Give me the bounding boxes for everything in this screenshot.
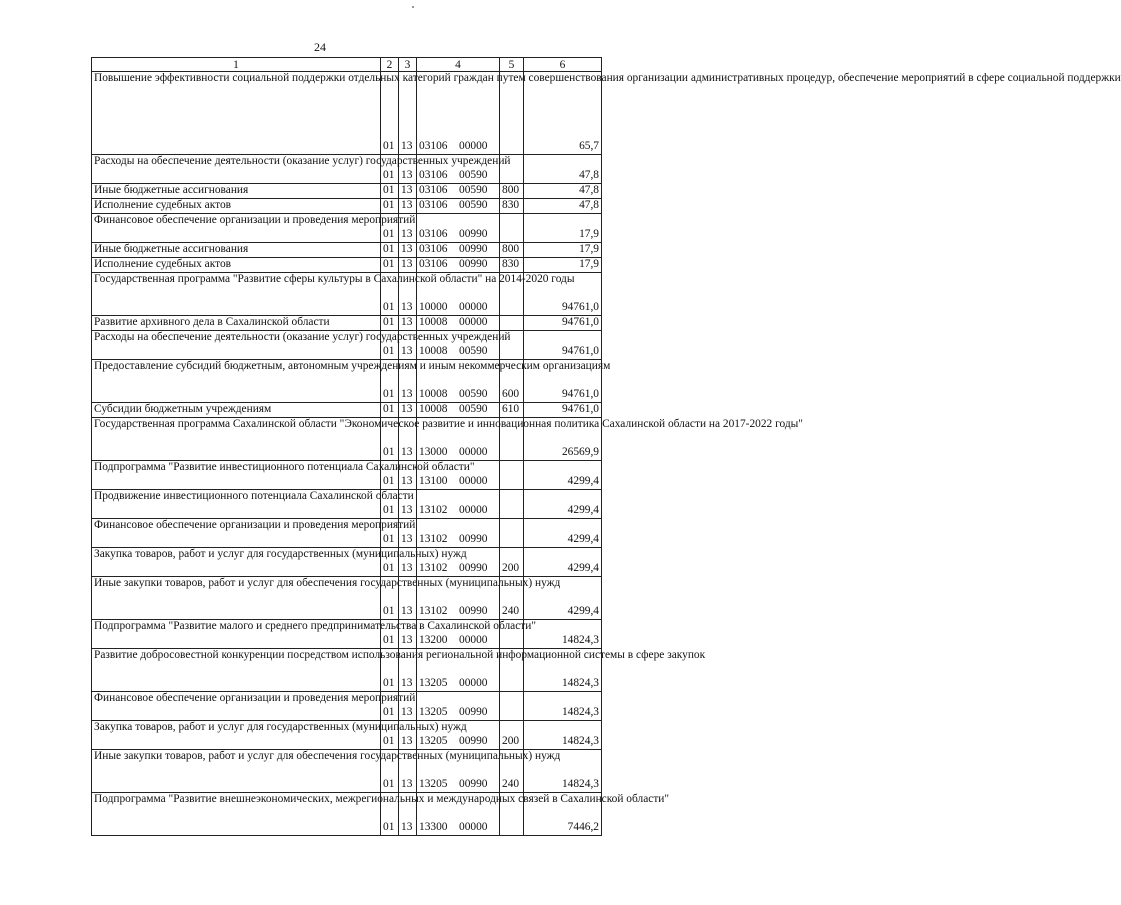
row-section-code: 01	[381, 155, 399, 184]
row-direction-code: 00590	[459, 199, 488, 212]
row-name: Расходы на обеспечение деятельности (оказание услуг) государственных учреждений	[92, 331, 381, 360]
row-target-article	[417, 214, 500, 243]
row-expense-type	[500, 490, 524, 519]
row-expense-type: 240	[500, 577, 524, 620]
row-target-article	[417, 316, 500, 331]
row-subsection-code: 13	[399, 577, 417, 620]
table-body	[92, 72, 1121, 836]
row-program-code: 03106	[419, 184, 448, 197]
row-target-article	[417, 199, 500, 214]
row-expense-type	[500, 316, 524, 331]
row-program-code: 13102	[419, 605, 448, 618]
table-row	[92, 519, 602, 548]
row-name: Расходы на обеспечение деятельности (оказание услуг) государственных учреждений	[92, 155, 381, 184]
table-row	[92, 692, 602, 721]
row-subsection-code: 13	[399, 793, 417, 836]
row-name: Закупка товаров, работ и услуг для государственных (муниципальных) нужд	[92, 721, 381, 750]
row-subsection-code: 13	[399, 316, 417, 331]
row-subsection-code: 13	[399, 490, 417, 519]
header-col-6: 6	[524, 58, 602, 72]
row-section-code: 01	[381, 548, 399, 577]
row-name: Финансовое обеспечение организации и проведения мероприятий	[92, 214, 381, 243]
row-amount: 94761,0	[524, 273, 602, 316]
row-section-code: 01	[381, 403, 399, 418]
row-section-code: 01	[381, 519, 399, 548]
row-amount: 4299,4	[524, 461, 602, 490]
row-amount: 4299,4	[524, 548, 602, 577]
scan-speck	[412, 6, 414, 8]
table-row	[92, 316, 602, 331]
table-row	[92, 721, 602, 750]
row-name: Продвижение инвестиционного потенциала Сахалинской области	[92, 490, 381, 519]
row-amount: 14824,3	[524, 649, 602, 692]
row-amount: 94761,0	[524, 403, 602, 418]
row-expense-type: 800	[500, 243, 524, 258]
row-subsection-code: 13	[399, 620, 417, 649]
header-row	[92, 58, 602, 72]
row-section-code: 01	[381, 243, 399, 258]
row-program-code: 10008	[419, 388, 448, 401]
row-direction-code: 00990	[459, 228, 488, 241]
table-row	[92, 649, 602, 692]
row-amount: 94761,0	[524, 360, 602, 403]
row-name: Исполнение судебных актов	[92, 258, 381, 273]
row-target-article	[417, 490, 500, 519]
row-subsection-code: 13	[399, 750, 417, 793]
row-direction-code: 00590	[459, 345, 488, 358]
table-row	[92, 72, 602, 155]
row-subsection-code: 13	[399, 649, 417, 692]
row-amount: 65,7	[524, 72, 602, 155]
row-direction-code: 00990	[459, 605, 488, 618]
row-amount: 47,8	[524, 199, 602, 214]
row-expense-type	[500, 461, 524, 490]
row-target-article	[417, 403, 500, 418]
row-subsection-code: 13	[399, 692, 417, 721]
table-row	[92, 214, 602, 243]
row-direction-code: 00000	[459, 301, 488, 314]
row-section-code: 01	[381, 360, 399, 403]
row-amount: 4299,4	[524, 577, 602, 620]
row-name: Иные бюджетные ассигнования	[92, 243, 381, 258]
row-amount: 14824,3	[524, 721, 602, 750]
row-section-code: 01	[381, 692, 399, 721]
row-program-code: 13205	[419, 778, 448, 791]
row-name: Повышение эффективности социальной поддержки отдельных категорий граждан путем совершенствования организации административных процедур, обеспечение мероприятий в сфере социальной поддержки	[92, 72, 381, 155]
row-amount: 94761,0	[524, 316, 602, 331]
header-col-3: 3	[399, 58, 417, 72]
row-expense-type: 610	[500, 403, 524, 418]
table-row	[92, 620, 602, 649]
table-row	[92, 331, 602, 360]
row-name: Финансовое обеспечение организации и проведения мероприятий	[92, 692, 381, 721]
table-row	[92, 750, 602, 793]
row-program-code: 13200	[419, 634, 448, 647]
row-program-code: 13205	[419, 735, 448, 748]
row-name: Подпрограмма "Развитие инвестиционного потенциала Сахалинской области"	[92, 461, 381, 490]
row-name: Иные закупки товаров, работ и услуг для обеспечения государственных (муниципальных) нужд	[92, 577, 381, 620]
row-subsection-code: 13	[399, 403, 417, 418]
row-program-code: 13000	[419, 446, 448, 459]
row-program-code: 10008	[419, 403, 448, 416]
table-row	[92, 548, 602, 577]
row-section-code: 01	[381, 273, 399, 316]
row-expense-type	[500, 692, 524, 721]
row-amount: 14824,3	[524, 750, 602, 793]
row-target-article	[417, 243, 500, 258]
table-row	[92, 360, 602, 403]
budget-table	[91, 57, 1121, 836]
row-target-article	[417, 258, 500, 273]
row-direction-code: 00590	[459, 169, 488, 182]
row-subsection-code: 13	[399, 258, 417, 273]
row-direction-code: 00000	[459, 821, 488, 834]
row-amount: 4299,4	[524, 519, 602, 548]
row-expense-type: 830	[500, 258, 524, 273]
row-subsection-code: 13	[399, 243, 417, 258]
row-direction-code: 00000	[459, 504, 488, 517]
row-amount: 14824,3	[524, 692, 602, 721]
row-expense-type: 200	[500, 548, 524, 577]
table-row	[92, 577, 602, 620]
row-amount: 47,8	[524, 184, 602, 199]
row-name: Государственная программа "Развитие сферы культуры в Сахалинской области" на 2014-2020 годы	[92, 273, 381, 316]
row-target-article	[417, 519, 500, 548]
row-subsection-code: 13	[399, 184, 417, 199]
row-section-code: 01	[381, 793, 399, 836]
row-name: Развитие добросовестной конкуренции посредством использования региональной информационной системы в сфере закупок	[92, 649, 381, 692]
row-direction-code: 00000	[459, 634, 488, 647]
row-program-code: 13102	[419, 562, 448, 575]
row-name: Закупка товаров, работ и услуг для государственных (муниципальных) нужд	[92, 548, 381, 577]
row-name: Подпрограмма "Развитие малого и среднего предпринимательства в Сахалинской области"	[92, 620, 381, 649]
table-row	[92, 199, 602, 214]
header-col-5: 5	[500, 58, 524, 72]
row-program-code: 13100	[419, 475, 448, 488]
row-amount: 7446,2	[524, 793, 602, 836]
header-col-4: 4	[417, 58, 500, 72]
row-amount: 17,9	[524, 258, 602, 273]
row-section-code: 01	[381, 316, 399, 331]
row-program-code: 13205	[419, 677, 448, 690]
row-section-code: 01	[381, 461, 399, 490]
row-direction-code: 00000	[459, 316, 488, 329]
row-direction-code: 00590	[459, 388, 488, 401]
row-amount: 14824,3	[524, 620, 602, 649]
table-row	[92, 793, 602, 836]
row-program-code: 10008	[419, 345, 448, 358]
row-expense-type	[500, 214, 524, 243]
row-program-code: 13102	[419, 533, 448, 546]
row-program-code: 03106	[419, 169, 448, 182]
row-direction-code: 00990	[459, 258, 488, 271]
row-amount: 94761,0	[524, 331, 602, 360]
row-expense-type: 600	[500, 360, 524, 403]
table-row	[92, 243, 602, 258]
row-name: Иные закупки товаров, работ и услуг для обеспечения государственных (муниципальных) нужд	[92, 750, 381, 793]
header-col-2: 2	[381, 58, 399, 72]
row-subsection-code: 13	[399, 461, 417, 490]
row-expense-type: 200	[500, 721, 524, 750]
row-section-code: 01	[381, 649, 399, 692]
row-program-code: 13102	[419, 504, 448, 517]
table-row	[92, 184, 602, 199]
row-amount: 26569,9	[524, 418, 602, 461]
row-section-code: 01	[381, 184, 399, 199]
row-expense-type	[500, 519, 524, 548]
row-subsection-code: 13	[399, 273, 417, 316]
row-direction-code: 00000	[459, 446, 488, 459]
row-section-code: 01	[381, 620, 399, 649]
row-target-article	[417, 184, 500, 199]
table-row	[92, 403, 602, 418]
header-col-1: 1	[92, 58, 381, 72]
row-expense-type: 240	[500, 750, 524, 793]
table-row	[92, 461, 602, 490]
row-name: Предоставление субсидий бюджетным, автономным учреждениям и иным некоммерческим организациям	[92, 360, 381, 403]
row-name: Государственная программа Сахалинской области "Экономическое развитие и инновационная политика Сахалинской области на 2017-2022 годы"	[92, 418, 381, 461]
row-direction-code: 00990	[459, 562, 488, 575]
table-row	[92, 155, 602, 184]
row-direction-code: 00000	[459, 475, 488, 488]
row-direction-code: 00590	[459, 184, 488, 197]
row-subsection-code: 13	[399, 548, 417, 577]
row-amount: 47,8	[524, 155, 602, 184]
table-row	[92, 258, 602, 273]
row-expense-type: 830	[500, 199, 524, 214]
row-name: Исполнение судебных актов	[92, 199, 381, 214]
row-direction-code: 00990	[459, 243, 488, 256]
row-subsection-code: 13	[399, 418, 417, 461]
row-subsection-code: 13	[399, 155, 417, 184]
row-name: Развитие архивного дела в Сахалинской области	[92, 316, 381, 331]
row-section-code: 01	[381, 199, 399, 214]
row-subsection-code: 13	[399, 721, 417, 750]
row-subsection-code: 13	[399, 72, 417, 155]
row-direction-code: 00000	[459, 677, 488, 690]
row-section-code: 01	[381, 331, 399, 360]
row-program-code: 10000	[419, 301, 448, 314]
row-direction-code: 00990	[459, 533, 488, 546]
row-section-code: 01	[381, 721, 399, 750]
row-program-code: 13300	[419, 821, 448, 834]
row-direction-code: 00990	[459, 735, 488, 748]
row-subsection-code: 13	[399, 331, 417, 360]
row-name: Иные бюджетные ассигнования	[92, 184, 381, 199]
row-section-code: 01	[381, 72, 399, 155]
row-target-article	[417, 692, 500, 721]
row-direction-code: 00990	[459, 778, 488, 791]
row-name: Подпрограмма "Развитие внешнеэкономических, межрегиональных и международных связей в Сахалинской области"	[92, 793, 381, 836]
row-section-code: 01	[381, 214, 399, 243]
row-program-code: 13205	[419, 706, 448, 719]
row-program-code: 10008	[419, 316, 448, 329]
row-section-code: 01	[381, 577, 399, 620]
row-section-code: 01	[381, 750, 399, 793]
row-section-code: 01	[381, 258, 399, 273]
row-amount: 17,9	[524, 214, 602, 243]
row-name: Субсидии бюджетным учреждениям	[92, 403, 381, 418]
row-direction-code: 00000	[459, 140, 488, 153]
row-amount: 17,9	[524, 243, 602, 258]
row-subsection-code: 13	[399, 214, 417, 243]
row-section-code: 01	[381, 418, 399, 461]
row-program-code: 03106	[419, 258, 448, 271]
row-program-code: 03106	[419, 199, 448, 212]
table-row	[92, 418, 602, 461]
table-row	[92, 273, 602, 316]
page-number: 24	[314, 40, 326, 54]
row-subsection-code: 13	[399, 360, 417, 403]
row-direction-code: 00990	[459, 706, 488, 719]
row-program-code: 03106	[419, 140, 448, 153]
row-direction-code: 00590	[459, 403, 488, 416]
row-expense-type: 800	[500, 184, 524, 199]
row-section-code: 01	[381, 490, 399, 519]
table-header	[92, 58, 602, 72]
row-program-code: 03106	[419, 243, 448, 256]
row-name: Финансовое обеспечение организации и проведения мероприятий	[92, 519, 381, 548]
table-row	[92, 490, 602, 519]
row-subsection-code: 13	[399, 519, 417, 548]
row-program-code: 03106	[419, 228, 448, 241]
row-amount: 4299,4	[524, 490, 602, 519]
row-subsection-code: 13	[399, 199, 417, 214]
